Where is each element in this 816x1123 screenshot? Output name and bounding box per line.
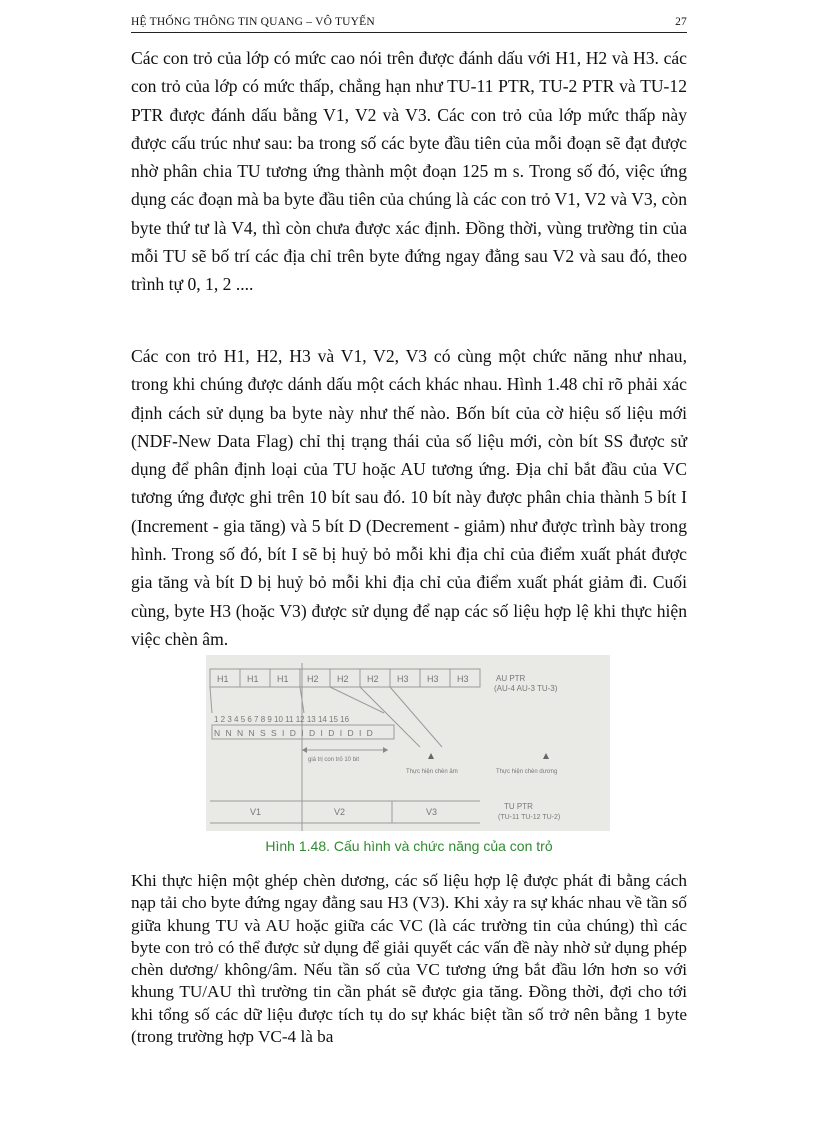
positive-stuff-label: Thực hiện chèn dương bbox=[496, 769, 558, 775]
paragraph-3: Khi thực hiện một ghép chèn dương, các số liệu hợp lệ được phát đi bằng cách nạp tải cho byte đứng ngay đằng sau H3 (V3). Khi xảy ra sự khác nhau về tần số giữa khung TU và AU hoặc giữa các VC (là các trường tin của chúng) thì các byte con trỏ có thể được sử dụng để giải quyết các vấn đề này nhờ sử dụng phép chèn dương/ không/âm. Nếu tần số của VC tương ứng bắt đầu lớn hơn so với khung TU/AU thì trường tin cần phát sẽ được gia tăng. Đồng thời, đợi cho tới khi tổng số các dữ liệu được tích tụ do sự khác biệt tần số trở nên bằng 1 byte (trong trường hợp VC-4 là ba bbox=[131, 871, 687, 1047]
bit-labels: N N N N S S I D I D I D I D I D bbox=[214, 728, 375, 738]
h-cell-label: H1 bbox=[277, 674, 289, 684]
au-ptr-label: AU PTR bbox=[496, 674, 526, 683]
paragraph-1: Các con trỏ của lớp có mức cao nói trên được đánh dấu với H1, H2 và H3. các con trỏ của lớp có mức thấp, chẳng hạn như TU-11 PTR, TU-2 PTR và TU-12 PTR được đánh dấu bằng V1, V2 và V3. Các con trỏ của lớp mức thấp này được cấu trúc như sau: ba trong số các byte đầu tiên của mỗi đoạn sẽ đạt được nhờ phân chia TU tương ứng thành một đoạn 125 m s. Trong số đó, việc ứng dụng các đoạn mà ba byte đầu tiên của chúng là các con trỏ V1, V2 và V3, còn byte thứ tư là V4, thì còn chưa được xác định. Đồng thời, vùng trường tin của mỗi TU sẽ bố trí các địa chỉ trên byte đứng ngay đằng sau V2 và sau đó, theo trình tự 0, 1, 2 .... bbox=[131, 48, 687, 295]
pointer-value-label: giá trị con trỏ 10 bit bbox=[308, 757, 360, 763]
pointer-diagram bbox=[206, 655, 610, 831]
h-cell-label: H2 bbox=[337, 674, 349, 684]
running-header bbox=[131, 14, 687, 33]
figure-caption: Hình 1.48. Cấu hình và chức năng của con trỏ bbox=[265, 838, 553, 854]
v2-label: V2 bbox=[334, 807, 346, 817]
h-cell-label: H2 bbox=[367, 674, 379, 684]
v1-label: V1 bbox=[250, 807, 262, 817]
au-ptr-types: (AU-4 AU-3 TU-3) bbox=[494, 684, 558, 693]
h-cell-label: H3 bbox=[427, 674, 439, 684]
tu-ptr-label: TU PTR bbox=[504, 802, 533, 811]
h-cell-label: H1 bbox=[247, 674, 259, 684]
pointer-structure-figure bbox=[206, 655, 610, 831]
v3-label: V3 bbox=[426, 807, 438, 817]
paragraph-2: Các con trỏ H1, H2, H3 và V1, V2, V3 có cùng một chức năng như nhau, trong khi chúng được dánh dấu một cách khác nhau. Hình 1.48 chỉ rõ phải xác định cách sử dụng ba byte này như thế nào. Bốn bít của cờ hiệu số liệu mới (NDF-New Data Flag) chỉ thị trạng thái của số liệu mới, còn bít SS được sử dụng để phân định loại của TU hoặc AU tương ứng. Địa chỉ bắt đầu của VC tương ứng được ghi trên 10 bít sau đó. 10 bít này được phân chia thành 5 bít I (Increment - gia tăng) và 5 bít D (Decrement - giảm) như được trình bày trong hình. Trong số đó, bít I sẽ bị huỷ bỏ mỗi khi địa chỉ của điểm xuất phát được gia tăng và bít D bị huỷ bỏ mỗi khi địa chỉ của điểm xuất phát giảm đi. Cuối cùng, byte H3 (hoặc V3) được sử dụng để nạp các số liệu hợp lệ khi thực hiện việc chèn âm. bbox=[131, 346, 687, 649]
h-cell-label: H3 bbox=[397, 674, 409, 684]
header-title: HỆ THỐNG THÔNG TIN QUANG – VÔ TUYẾN bbox=[131, 16, 375, 28]
h-cell-label: H1 bbox=[217, 674, 229, 684]
tu-ptr-types: (TU-11 TU-12 TU-2) bbox=[498, 814, 561, 821]
bit-numbers: 1 2 3 4 5 6 7 8 9 10 11 12 13 14 15 16 bbox=[214, 715, 350, 724]
h-cell-label: H2 bbox=[307, 674, 319, 684]
negative-stuff-label: Thực hiện chèn âm bbox=[406, 769, 458, 775]
h-cell-label: H3 bbox=[457, 674, 469, 684]
page-number: 27 bbox=[675, 16, 687, 28]
